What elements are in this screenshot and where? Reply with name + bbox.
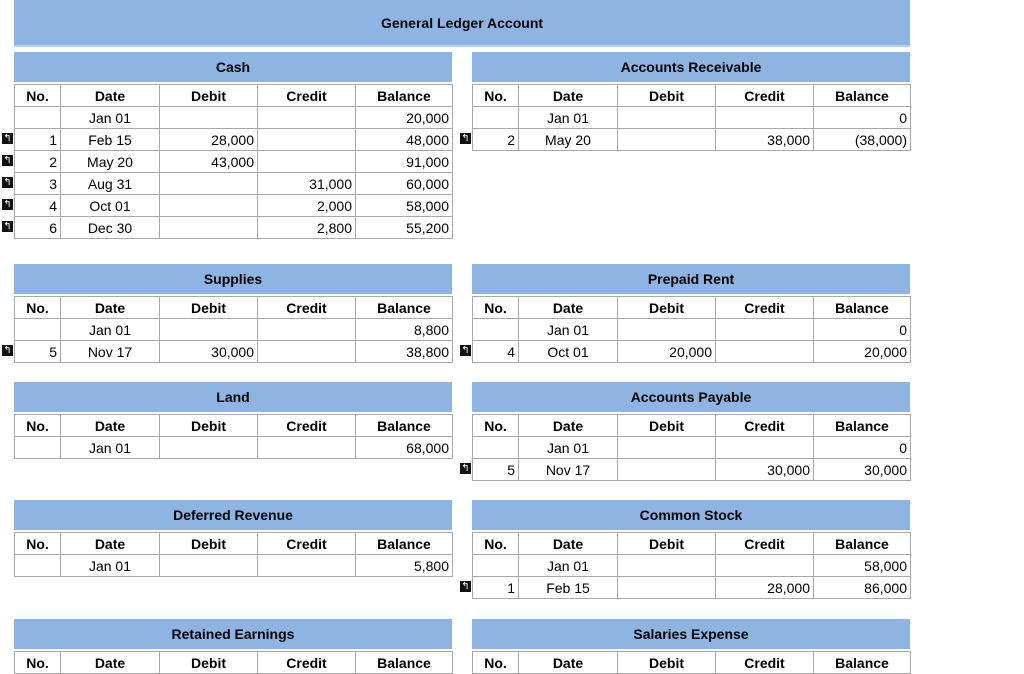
col-header-no: No. <box>473 85 519 107</box>
back-arrow-icon[interactable]: ↰ <box>3 199 12 210</box>
header-row <box>15 652 453 674</box>
col-header-date: Date <box>61 297 160 319</box>
col-header-balance: Balance <box>814 652 911 674</box>
entry-date: Jan 01 <box>61 107 160 129</box>
col-header-debit: Debit <box>160 652 258 674</box>
entry-balance: 55,200 <box>356 217 453 239</box>
ledger-title: Cash <box>14 52 452 84</box>
header-row <box>473 415 911 437</box>
entry-date: May 20 <box>519 129 618 151</box>
entry-credit[interactable]: 30,000 <box>716 459 814 481</box>
back-arrow-icon[interactable]: ↰ <box>461 581 470 592</box>
entry-credit[interactable] <box>716 107 814 129</box>
entry-no <box>3 195 61 217</box>
ledger-title: Land <box>14 382 452 414</box>
ledger-row <box>473 341 911 363</box>
col-header-date: Date <box>519 533 618 555</box>
col-header-credit: Credit <box>716 415 814 437</box>
col-header-no: No. <box>15 85 61 107</box>
col-header-credit: Credit <box>716 297 814 319</box>
entry-no <box>15 437 61 459</box>
back-arrow-icon[interactable]: ↰ <box>461 345 470 356</box>
ledger-land <box>14 382 452 459</box>
entry-no-value: 2 <box>49 153 57 170</box>
entry-no <box>473 319 519 341</box>
col-header-no: No. <box>15 297 61 319</box>
entry-no <box>473 107 519 129</box>
ledger-title: Deferred Revenue <box>14 500 452 532</box>
col-header-date: Date <box>61 652 160 674</box>
ledger-table <box>14 651 453 674</box>
ledger-title: Accounts Payable <box>472 382 910 414</box>
entry-debit[interactable] <box>160 217 258 239</box>
entry-debit[interactable] <box>618 107 716 129</box>
ledger-row <box>15 129 453 151</box>
entry-debit[interactable] <box>160 195 258 217</box>
ledger-table <box>3 296 453 363</box>
entry-date: Feb 15 <box>519 577 618 599</box>
entry-no-value: 4 <box>49 197 57 214</box>
entry-credit[interactable] <box>258 555 356 577</box>
col-header-no: No. <box>15 652 61 674</box>
entry-balance: 58,000 <box>814 555 911 577</box>
page-title: General Ledger Account <box>14 0 910 47</box>
entry-no <box>461 341 519 363</box>
entry-date: Oct 01 <box>519 341 618 363</box>
ledger-common-stock <box>461 500 910 599</box>
col-header-balance: Balance <box>814 85 911 107</box>
back-arrow-icon[interactable]: ↰ <box>3 155 12 166</box>
col-header-debit: Debit <box>618 297 716 319</box>
entry-balance: 20,000 <box>356 107 453 129</box>
back-arrow-icon[interactable]: ↰ <box>3 345 12 356</box>
entry-debit[interactable] <box>160 319 258 341</box>
entry-no <box>3 129 61 151</box>
entry-credit[interactable] <box>258 437 356 459</box>
entry-date: Feb 15 <box>61 129 160 151</box>
header-row <box>473 652 911 674</box>
col-header-balance: Balance <box>814 297 911 319</box>
ledger-row <box>15 195 453 217</box>
col-header-credit: Credit <box>716 652 814 674</box>
entry-debit[interactable] <box>160 437 258 459</box>
ledger-table <box>14 414 453 459</box>
col-header-no: No. <box>15 533 61 555</box>
entry-no-value: 5 <box>507 461 515 478</box>
entry-balance: 0 <box>814 319 911 341</box>
col-header-credit: Credit <box>258 297 356 319</box>
ledger-supplies <box>3 264 452 363</box>
col-header-date: Date <box>519 415 618 437</box>
entry-balance: 8,800 <box>356 319 453 341</box>
col-header-debit: Debit <box>618 415 716 437</box>
entry-debit[interactable] <box>618 459 716 481</box>
entry-debit[interactable]: 43,000 <box>160 151 258 173</box>
entry-date: Jan 01 <box>519 437 618 459</box>
col-header-no: No. <box>473 297 519 319</box>
back-arrow-icon[interactable]: ↰ <box>3 133 12 144</box>
ledger-row <box>473 459 911 481</box>
entry-credit[interactable] <box>258 107 356 129</box>
back-arrow-icon[interactable]: ↰ <box>3 221 12 232</box>
ledger-accounts-receivable <box>461 52 910 151</box>
header-row <box>15 533 453 555</box>
ledger-title: Supplies <box>14 264 452 296</box>
col-header-credit: Credit <box>258 415 356 437</box>
entry-date: Aug 31 <box>61 173 160 195</box>
entry-no <box>461 459 519 481</box>
ledger-table <box>14 532 453 577</box>
ledger-row <box>473 555 911 577</box>
ledger-row <box>473 577 911 599</box>
entry-balance: 58,000 <box>356 195 453 217</box>
entry-debit[interactable] <box>618 437 716 459</box>
entry-credit[interactable] <box>258 341 356 363</box>
col-header-balance: Balance <box>356 415 453 437</box>
entry-date: Nov 17 <box>519 459 618 481</box>
col-header-credit: Credit <box>258 85 356 107</box>
col-header-debit: Debit <box>160 297 258 319</box>
entry-no <box>15 107 61 129</box>
entry-date: Jan 01 <box>61 319 160 341</box>
col-header-balance: Balance <box>814 533 911 555</box>
col-header-date: Date <box>519 652 618 674</box>
entry-debit[interactable] <box>618 129 716 151</box>
entry-no-value: 6 <box>49 219 57 236</box>
entry-debit[interactable] <box>160 555 258 577</box>
back-arrow-icon[interactable]: ↰ <box>461 463 470 474</box>
ledger-title: Retained Earnings <box>14 619 452 651</box>
col-header-date: Date <box>519 85 618 107</box>
back-arrow-icon[interactable]: ↰ <box>3 177 12 188</box>
col-header-balance: Balance <box>356 297 453 319</box>
entry-credit[interactable] <box>716 319 814 341</box>
back-arrow-icon[interactable]: ↰ <box>461 133 470 144</box>
col-header-debit: Debit <box>618 85 716 107</box>
entry-date: Oct 01 <box>61 195 160 217</box>
ledger-title: Prepaid Rent <box>472 264 910 296</box>
entry-balance: (38,000) <box>814 129 911 151</box>
entry-credit[interactable] <box>716 341 814 363</box>
entry-balance: 91,000 <box>356 151 453 173</box>
entry-credit[interactable] <box>258 319 356 341</box>
ledger-row <box>473 107 911 129</box>
entry-debit[interactable]: 30,000 <box>160 341 258 363</box>
col-header-credit: Credit <box>258 533 356 555</box>
col-header-debit: Debit <box>618 533 716 555</box>
entry-debit[interactable] <box>618 577 716 599</box>
entry-balance: 5,800 <box>356 555 453 577</box>
entry-debit[interactable] <box>618 555 716 577</box>
ledger-row <box>15 319 453 341</box>
ledger-cash <box>3 52 452 239</box>
ledger-prepaid-rent <box>461 264 910 363</box>
entry-credit[interactable]: 28,000 <box>716 577 814 599</box>
col-header-debit: Debit <box>618 652 716 674</box>
ledger-row <box>15 341 453 363</box>
entry-date: Jan 01 <box>61 555 160 577</box>
entry-credit[interactable]: 2,000 <box>258 195 356 217</box>
header-row <box>473 533 911 555</box>
entry-no-value: 4 <box>507 343 515 360</box>
entry-debit[interactable] <box>160 107 258 129</box>
entry-no <box>461 577 519 599</box>
ledger-salaries-expense <box>472 619 910 674</box>
ledger-table <box>461 414 911 481</box>
entry-balance: 38,800 <box>356 341 453 363</box>
col-header-balance: Balance <box>814 415 911 437</box>
entry-no <box>473 437 519 459</box>
ledger-row <box>15 555 453 577</box>
col-header-credit: Credit <box>716 533 814 555</box>
col-header-credit: Credit <box>258 652 356 674</box>
ledger-table <box>3 84 453 239</box>
entry-balance: 20,000 <box>814 341 911 363</box>
ledger-table <box>461 532 911 599</box>
entry-credit[interactable]: 2,800 <box>258 217 356 239</box>
ledger-table <box>461 84 911 151</box>
entry-date: Jan 01 <box>519 319 618 341</box>
ledger-accounts-payable <box>461 382 910 481</box>
entry-no <box>3 341 61 363</box>
ledger-row <box>15 107 453 129</box>
entry-date: May 20 <box>61 151 160 173</box>
entry-no <box>3 217 61 239</box>
entry-credit[interactable] <box>258 151 356 173</box>
ledger-title: Common Stock <box>472 500 910 532</box>
entry-balance: 48,000 <box>356 129 453 151</box>
entry-no <box>3 173 61 195</box>
col-header-debit: Debit <box>160 85 258 107</box>
entry-no <box>461 129 519 151</box>
col-header-date: Date <box>61 415 160 437</box>
col-header-no: No. <box>473 415 519 437</box>
entry-credit[interactable] <box>258 129 356 151</box>
col-header-balance: Balance <box>356 85 453 107</box>
col-header-date: Date <box>61 533 160 555</box>
entry-balance: 0 <box>814 437 911 459</box>
entry-debit[interactable]: 20,000 <box>618 341 716 363</box>
col-header-date: Date <box>519 297 618 319</box>
ledger-deferred-revenue <box>14 500 452 577</box>
header-row <box>15 85 453 107</box>
entry-balance: 30,000 <box>814 459 911 481</box>
ledger-retained-earnings <box>14 619 452 674</box>
ledger-row <box>15 437 453 459</box>
ledger-row <box>15 217 453 239</box>
col-header-debit: Debit <box>160 533 258 555</box>
ledger-row <box>473 437 911 459</box>
entry-debit[interactable] <box>618 319 716 341</box>
col-header-balance: Balance <box>356 533 453 555</box>
entry-no-value: 1 <box>507 579 515 596</box>
col-header-no: No. <box>15 415 61 437</box>
entry-credit[interactable] <box>716 555 814 577</box>
entry-no-value: 5 <box>49 343 57 360</box>
ledger-table <box>461 296 911 363</box>
header-row <box>473 297 911 319</box>
ledger-row <box>473 319 911 341</box>
entry-no <box>3 151 61 173</box>
entry-debit[interactable] <box>160 173 258 195</box>
entry-date: Dec 30 <box>61 217 160 239</box>
ledger-row <box>15 173 453 195</box>
ledger-row <box>15 151 453 173</box>
entry-no-value: 3 <box>49 175 57 192</box>
entry-debit[interactable]: 28,000 <box>160 129 258 151</box>
ledger-title: Salaries Expense <box>472 619 910 651</box>
entry-no-value: 1 <box>49 131 57 148</box>
ledger-row <box>473 129 911 151</box>
header-row <box>15 415 453 437</box>
col-header-balance: Balance <box>356 652 453 674</box>
col-header-debit: Debit <box>160 415 258 437</box>
header-row <box>15 297 453 319</box>
col-header-no: No. <box>473 652 519 674</box>
ledger-title: Accounts Receivable <box>472 52 910 84</box>
entry-date: Jan 01 <box>61 437 160 459</box>
entry-balance: 0 <box>814 107 911 129</box>
entry-no <box>15 555 61 577</box>
entry-no <box>15 319 61 341</box>
entry-balance: 60,000 <box>356 173 453 195</box>
ledger-table <box>472 651 911 674</box>
entry-credit[interactable]: 38,000 <box>716 129 814 151</box>
entry-no <box>473 555 519 577</box>
header-row <box>473 85 911 107</box>
col-header-credit: Credit <box>716 85 814 107</box>
entry-balance: 86,000 <box>814 577 911 599</box>
entry-date: Jan 01 <box>519 107 618 129</box>
entry-credit[interactable]: 31,000 <box>258 173 356 195</box>
entry-balance: 68,000 <box>356 437 453 459</box>
col-header-no: No. <box>473 533 519 555</box>
entry-credit[interactable] <box>716 437 814 459</box>
entry-date: Jan 01 <box>519 555 618 577</box>
entry-date: Nov 17 <box>61 341 160 363</box>
entry-no-value: 2 <box>507 131 515 148</box>
col-header-date: Date <box>61 85 160 107</box>
